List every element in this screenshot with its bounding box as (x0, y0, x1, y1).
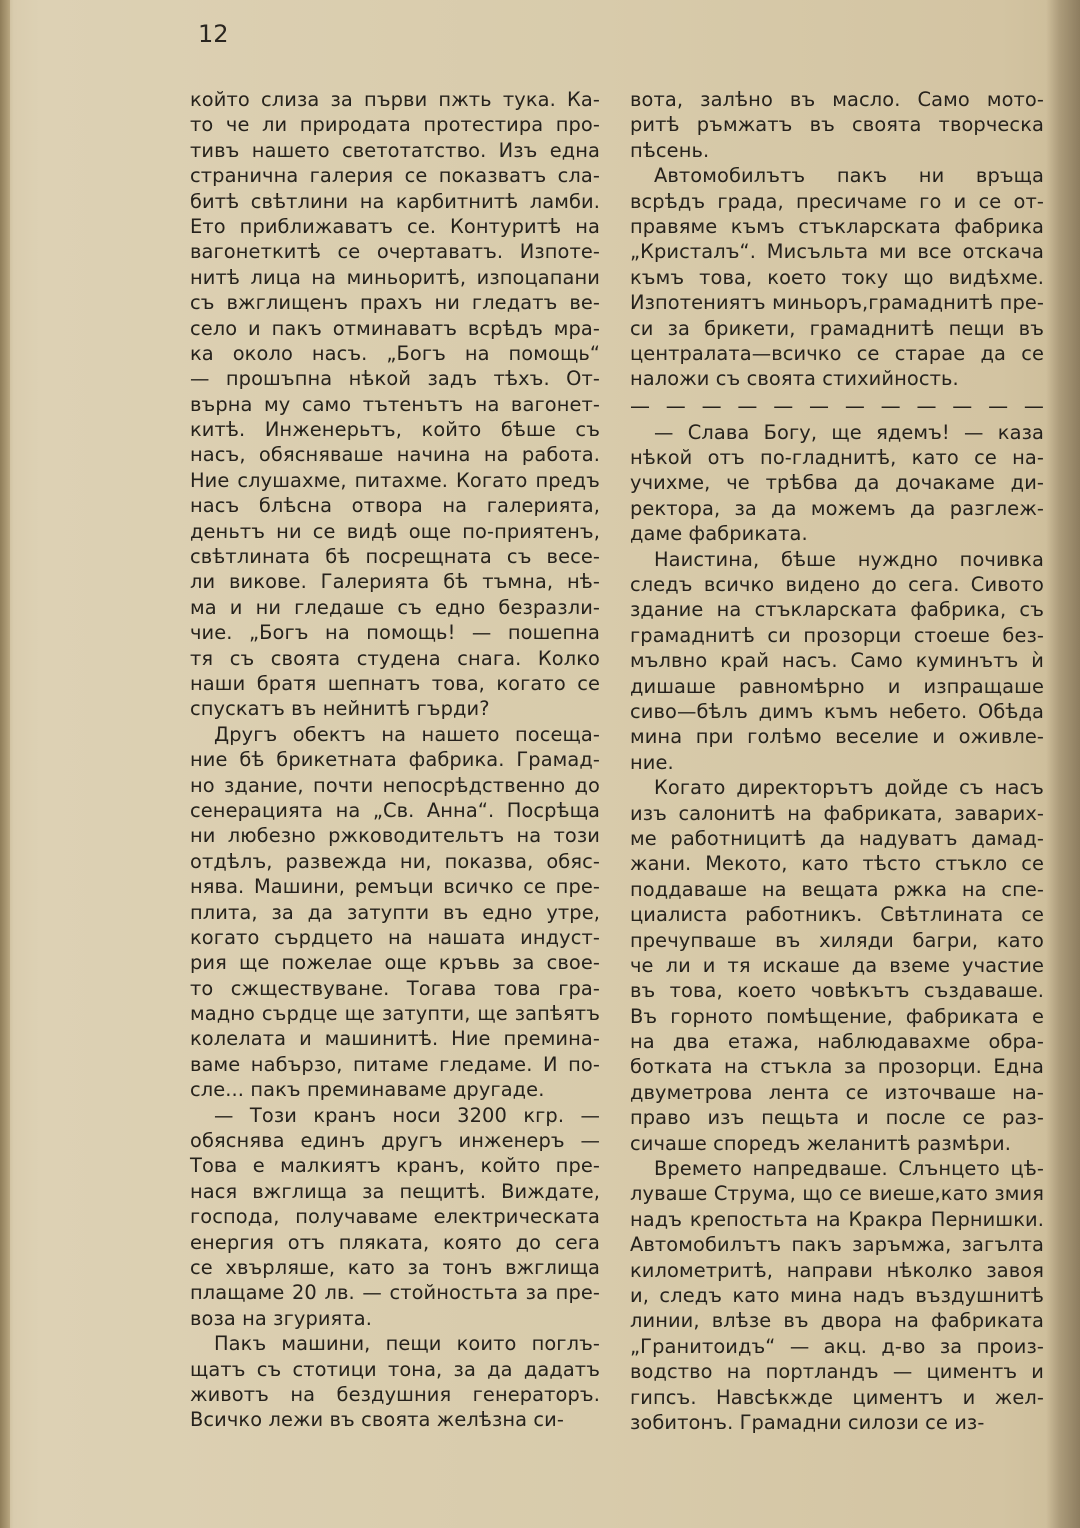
paragraph (630, 547, 1044, 776)
text-line: Ние слушахме, питахме. Когато предъ (190, 468, 600, 492)
text-line: „Кристалъ“. Мисъльта ми все отскача (630, 240, 1044, 264)
text-line: Ето приближаватъ се. Контуритѣ на (190, 214, 600, 238)
text-line: отдѣлъ, развежда ни, показва, обяс- (190, 849, 600, 873)
right-text-column (630, 87, 1044, 1435)
text-line: Автомобилътъ пакъ заръмжа, загълта (630, 1233, 1044, 1257)
text-line: надъ крепостьта на Кракра Пернишки. (630, 1207, 1044, 1231)
text-line: вагонеткитѣ се очертаватъ. Изпоте- (190, 240, 600, 264)
text-line: господа, получаваме електрическата (190, 1205, 600, 1229)
text-line: ректора, за да можемъ да разглеж- (630, 496, 1044, 520)
text-line: ние. (630, 750, 674, 774)
text-line: ли викове. Галерията бѣ тъмна, нѣ- (190, 570, 600, 594)
text-line: нѣкой отъ по-гладнитѣ, като се на- (630, 446, 1044, 470)
text-line: въ това, което човѣкътъ създаваше. (630, 979, 1044, 1003)
text-line: то че ли природата протестира про- (190, 113, 600, 137)
text-line: битѣ свѣтлини на карбитнитѣ ламби. (190, 189, 600, 213)
text-line: ваме набързо, питаме гледаме. И по- (190, 1052, 600, 1076)
text-line: право изъ пещьта и после се раз- (630, 1106, 1044, 1130)
text-line: сичаше споредъ желанитѣ размѣри. (630, 1131, 1012, 1155)
text-line: Наистина, бѣше нуждно почивка (654, 547, 1044, 571)
text-line: зобитонъ. Грамадни силози се из- (630, 1410, 985, 1434)
text-line: нася вжглища за пещитѣ. Виждате, (190, 1179, 600, 1203)
text-line: — прошъпна нѣкой задъ тѣхъ. От- (190, 367, 600, 391)
text-line: енергия отъ пляката, която до сега (190, 1230, 600, 1254)
text-line: Всичко лежи въ своята желѣзна си- (190, 1408, 564, 1432)
text-line: животъ на бездушния генераторъ. (190, 1382, 600, 1406)
text-line: луваше Струма, що се виеше,като змия (630, 1182, 1044, 1206)
text-line: колелата и машинитѣ. Ние премина- (190, 1027, 600, 1051)
paragraph (190, 1331, 600, 1433)
text-line: китѣ. Инженерьтъ, който бѣше съ (190, 418, 600, 442)
text-line: насъ, обясняваше начина на работа. (190, 443, 600, 467)
text-line: който слиза за първи пжть тука. Ка- (190, 88, 600, 111)
text-line: си за брикети, грамаднитѣ пещи въ (630, 316, 1044, 340)
text-line: следъ всичко видено до сега. Сивото (630, 573, 1044, 597)
text-line: и, следъ като мина надъ въздушнитѣ (630, 1283, 1044, 1307)
paragraph (630, 163, 1044, 392)
text-line: километритѣ, направи нѣколко завоя (630, 1258, 1044, 1282)
text-line: чие. „Богъ на помощь! — пошепна (190, 621, 600, 645)
text-line: сле... пакъ преминаваме другаде. (190, 1078, 545, 1102)
text-line: нява. Машини, ремъци всичко се пре- (190, 875, 600, 899)
text-line: здание на стъкларската фабрика, съ (630, 598, 1044, 622)
text-line: ка около насъ. „Богъ на помощь“ (190, 341, 600, 365)
text-line: свѣтлината бѣ посрещната съ весе- (190, 545, 600, 569)
text-line: спускатъ въ нейнитѣ гърди? (190, 697, 490, 721)
paragraph (190, 722, 600, 1103)
page-number: 12 (198, 20, 229, 48)
text-line: Другъ обектъ на нашето посеща- (214, 722, 600, 746)
text-line: деньтъ ни се видѣ още по-приятенъ, (190, 519, 600, 543)
text-line: когато сърдцето на нашата индуст- (190, 925, 600, 949)
text-line: Изпотениятъ миньоръ,грамаднитѣ пре- (630, 291, 1044, 315)
text-line: тивъ нашето светотатство. Изъ една (190, 138, 600, 162)
text-line: даме фабриката. (630, 522, 808, 546)
text-line: всрѣдъ града, пресичаме го и се от- (630, 189, 1044, 213)
text-line: грамаднитѣ си прозорци стоеше без- (630, 623, 1044, 647)
text-line: жани. Мекото, като тѣсто стъкло се (630, 852, 1044, 876)
text-line: щатъ съ стотици тона, за да дадатъ (190, 1357, 600, 1381)
text-line: мълвно край насъ. Само куминътъ ѝ (630, 649, 1044, 673)
text-line: наложи съ своята стихийность. (630, 367, 959, 391)
text-line: обяснява единъ другъ инженеръ — (190, 1129, 600, 1153)
text-line: гипсъ. Навсѣкжде циментъ и жел- (630, 1385, 1044, 1409)
paragraph (630, 87, 1044, 163)
text-line: сиво—бѣлъ димъ къмъ небето. Обѣда (630, 699, 1044, 723)
text-line: вота, залѣно въ масло. Само мото- (630, 88, 1044, 111)
text-line: линии, влѣзе въ двора на фабриката (630, 1309, 1044, 1333)
page-binding-edge (0, 0, 10, 1528)
paragraph (190, 87, 600, 722)
paragraph (630, 775, 1044, 1156)
text-line: поддаваше на вещата ржка на спе- (630, 877, 1044, 901)
text-line: тя съ своята студена снага. Колко (190, 646, 600, 670)
text-line: пречупваше въ хиляди багри, като (630, 928, 1044, 952)
text-line: но здание, почти непосрѣдственно до (190, 773, 600, 797)
text-line: върна му само тътенътъ на вагонет- (190, 392, 600, 416)
page-outer-edge (1046, 0, 1080, 1528)
text-line: сенерацията на „Св. Анна“. Посрѣща (190, 798, 600, 822)
text-line: Когато директорътъ дойде съ насъ (654, 776, 1044, 800)
text-line: мадно сърдце ще затупти, ще запѣятъ (190, 1002, 600, 1026)
text-line: правяме къмъ стъкларската фабрика (630, 214, 1044, 238)
text-line: къмъ това, което току що видѣхме. (630, 265, 1044, 289)
text-line: ме работницитѣ да надуватъ дамад- (630, 826, 1044, 850)
text-line: Времето напредваше. Слънцето цѣ- (654, 1157, 1044, 1181)
text-line: село и пакъ отминаватъ всрѣдъ мра- (190, 316, 600, 340)
left-text-column (190, 87, 600, 1433)
text-line: плита, за да затупти въ едно утре, (190, 900, 600, 924)
text-line: циалиста работникъ. Свѣтлината се (630, 903, 1044, 927)
text-line: насъ блѣсна отвора на галерията, (190, 494, 600, 518)
paragraph (630, 1156, 1044, 1435)
text-line: наши братя шепнатъ това, когато се (190, 671, 600, 695)
text-line: плащаме 20 лв. — стойностьта за пре- (190, 1281, 600, 1305)
text-line: ни любезно ржководительтъ на този (190, 824, 600, 848)
text-line: ма и ни гледаше съ едно безразли- (190, 595, 600, 619)
text-line: Автомобилътъ пакъ ни връща (654, 164, 1044, 188)
text-line: — Слава Богу, ще ядемъ! — каза (654, 420, 1044, 444)
text-line: ритѣ ръмжатъ въ своята творческа (630, 113, 1044, 137)
text-line: се хвърляше, като за тонъ вжглища (190, 1255, 600, 1279)
text-line: Пакъ машини, пещи които поглъ- (214, 1332, 600, 1356)
text-line: двуметрова лента се източваше на- (630, 1080, 1044, 1104)
text-line: ние бѣ брикетната фабрика. Грамад- (190, 748, 600, 772)
text-line: „Гранитоидъ“ — акц. д-во за произ- (630, 1334, 1044, 1358)
text-line: мина при голѣмо веселие и оживле- (630, 725, 1044, 749)
text-line: Това е малкиятъ кранъ, който пре- (190, 1154, 600, 1178)
text-line: ботката на стъкла за прозорци. Една (630, 1055, 1044, 1079)
text-line: изъ салонитѣ на фабриката, заварих- (630, 801, 1044, 825)
text-line: че ли и тя искаше да вземе участие (630, 953, 1044, 977)
text-line: съ вжглищенъ прахъ ни гледатъ ве- (190, 291, 600, 315)
text-line: на два етажа, наблюдавахме обра- (630, 1030, 1044, 1054)
text-line: то сжществуване. Тогава това гра- (190, 976, 600, 1000)
text-line: странична галерия се показватъ сла- (190, 164, 600, 188)
text-line: централата—всичко се старае да се (630, 341, 1044, 365)
paragraph (630, 420, 1044, 547)
text-line: Въ горното помѣщение, фабриката е (630, 1004, 1044, 1028)
text-line: воза на згурията. (190, 1306, 372, 1330)
text-line: пѣсень. (630, 138, 710, 162)
text-line: рия ще пожелае още кръвь за свое- (190, 951, 600, 975)
text-line: учихме, че трѣбва да дочакаме ди- (630, 471, 1044, 495)
section-divider: — — — — — — — — — — — — (630, 393, 1044, 418)
text-line: водство на портландъ — циментъ и (630, 1360, 1044, 1384)
text-line: дишаше равномѣрно и изпращаше (630, 674, 1044, 698)
text-line: нитѣ лица на миньоритѣ, изпоцапани (190, 265, 600, 289)
paragraph (190, 1103, 600, 1332)
text-line: — Този кранъ носи 3200 кгр. — (214, 1103, 600, 1127)
